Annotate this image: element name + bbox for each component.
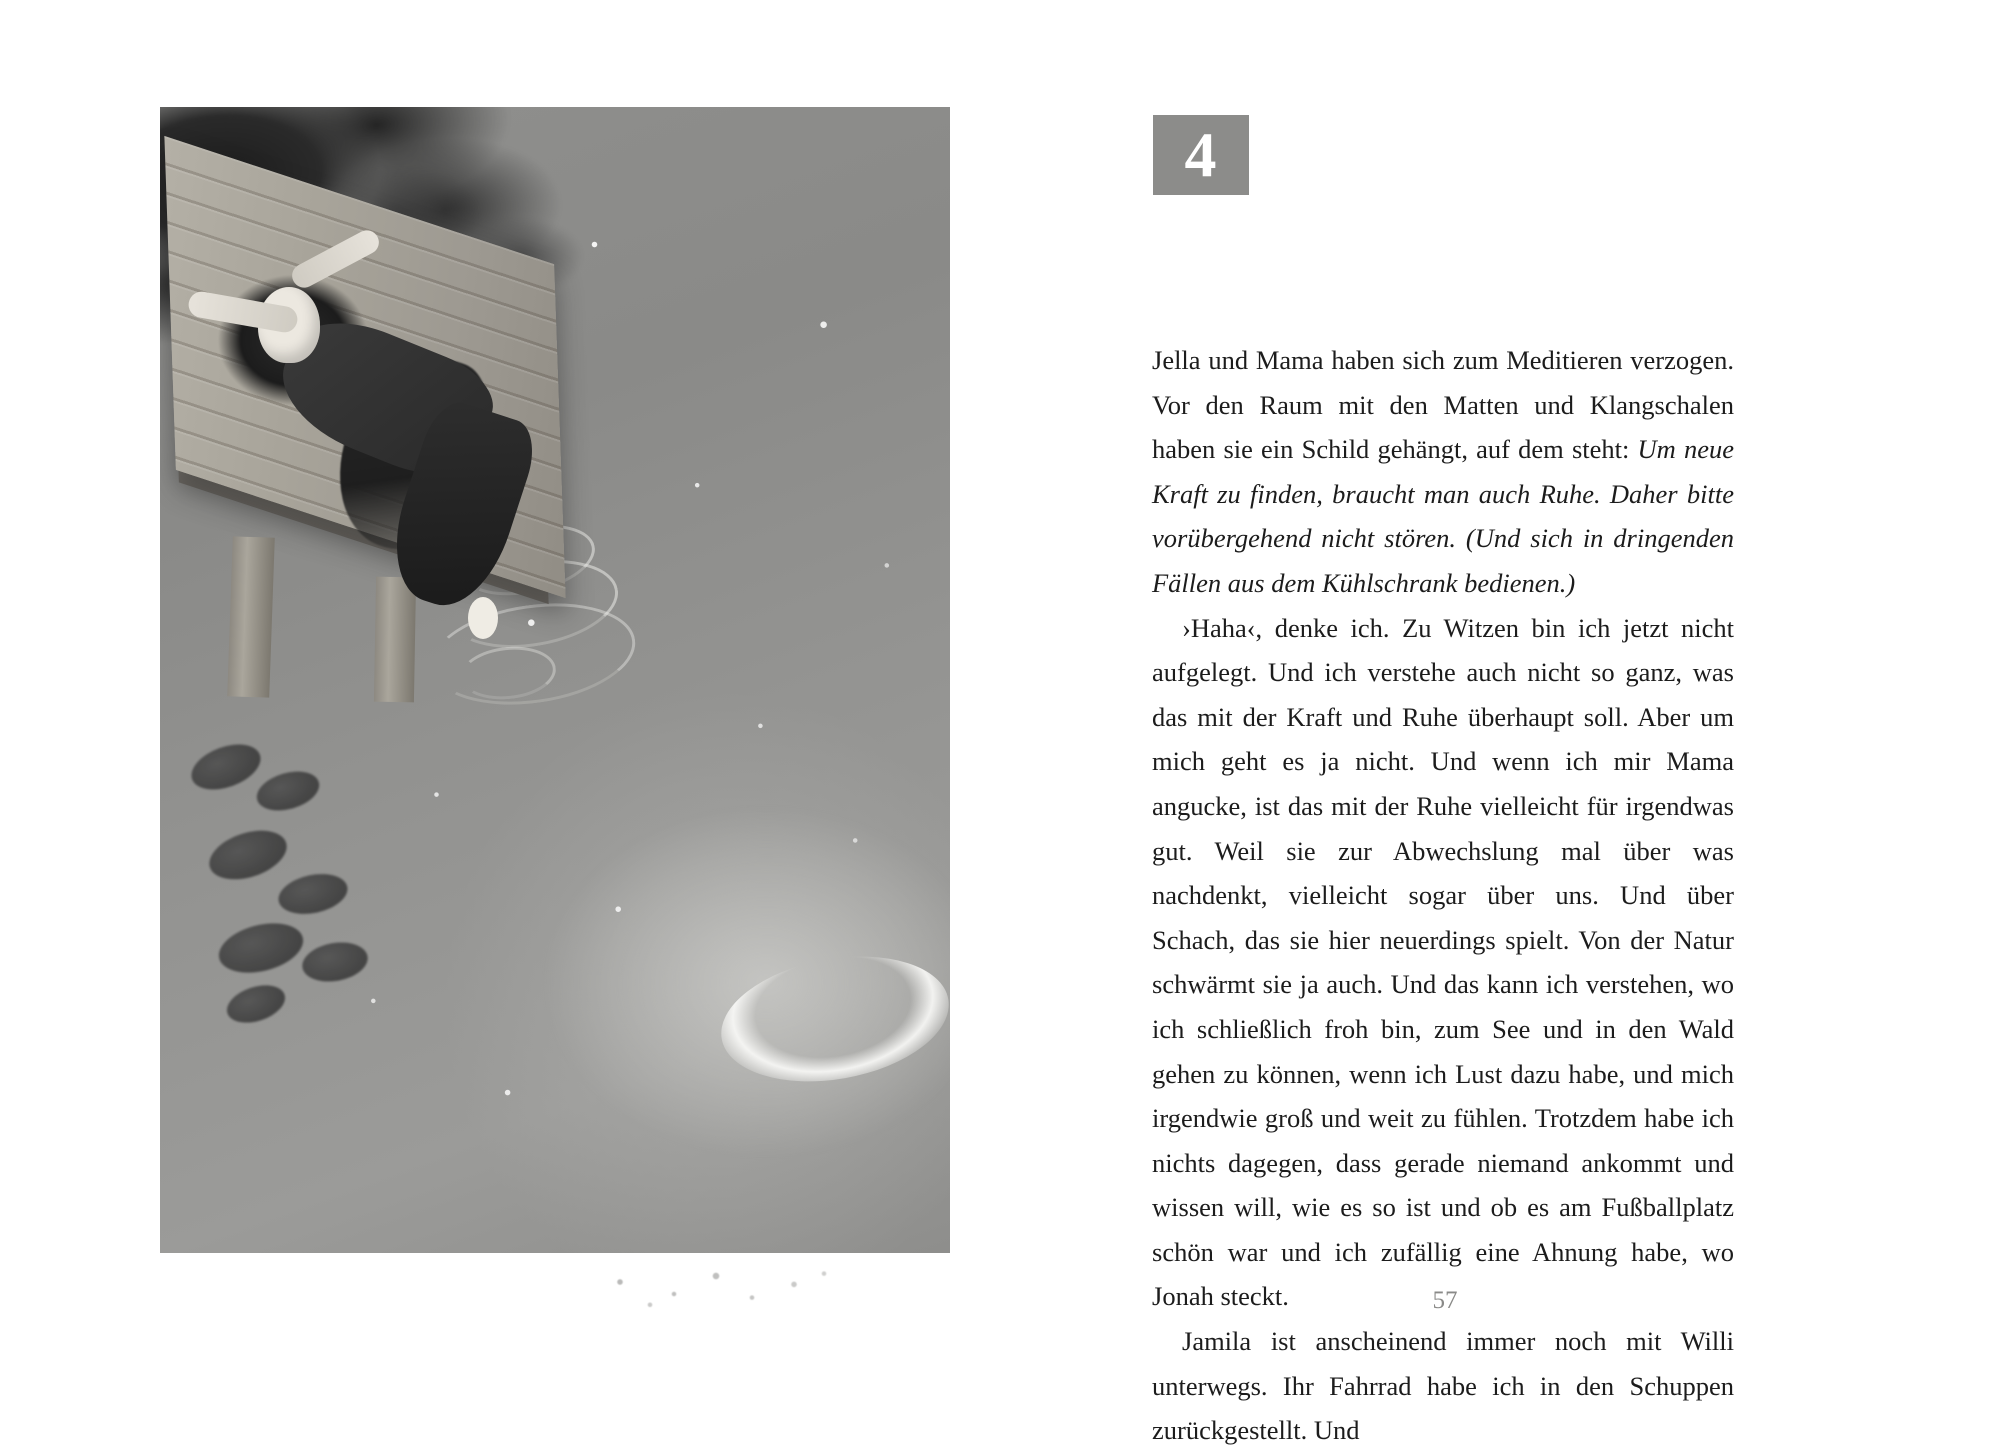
page-number-value: 57 [1432,1287,1458,1314]
paragraph [1152,606,1734,1320]
paragraph [1152,338,1734,606]
text-run: ›Haha‹, denke ich. Zu Witzen bin ich jetzt nicht aufgelegt. Und ich verstehe auch nicht so ganz, was das mit der Kraft und Ruhe überhaupt soll. Aber um mich geht es ja nicht. Und wenn ich mir Mama angucke, ist das mit der Ruhe vielleicht für irgendwas gut. Weil sie zur Abwechslung mal über was nachdenkt, vielleicht sogar über uns. Und über Schach, das sie hier neuerdings spielt. Von der Natur schwärmt sie ja auch. Und das kann ich verstehen, wo ich schließlich froh bin, zum See und in den Wald gehen zu können, wenn ich Lust dazu habe, und mich irgendwie groß und weit zu fühlen. Trotzdem habe ich nichts dagegen, dass gerade niemand ankommt und wissen will, wie es so ist und ob es am Fußballplatz schön war und ich zufällig eine Ahnung habe, wo Jonah steckt. [1152,612,1734,1312]
splash-texture [560,1258,860,1318]
body-text-block [1152,338,1734,1453]
chapter-illustration [160,107,950,1253]
left-page [0,0,1000,1419]
girl-foot-shape [468,597,498,639]
paragraph [1152,1319,1734,1453]
right-page [1000,0,2000,1446]
text-run: Jella und Mama haben sich zum Meditieren verzogen. Vor den Raum mit den Matten und Klangschalen haben sie ein Schild gehängt, auf dem steht: [1152,345,1734,465]
text-run: Jamila ist anscheinend immer noch mit Willi unterwegs. Ihr Fahrrad habe ich in den Schuppen zurückgestellt. Und [1152,1326,1734,1446]
italic-run: Um neue Kraft zu finden, braucht man auch Ruhe. Daher bitte vorübergehend nicht stören. (Und sich in dringenden Fällen aus dem Kühlschrank bedienen.) [1152,434,1734,598]
page-number [1000,1287,2000,1315]
chapter-number-badge: 4 [1153,115,1249,195]
